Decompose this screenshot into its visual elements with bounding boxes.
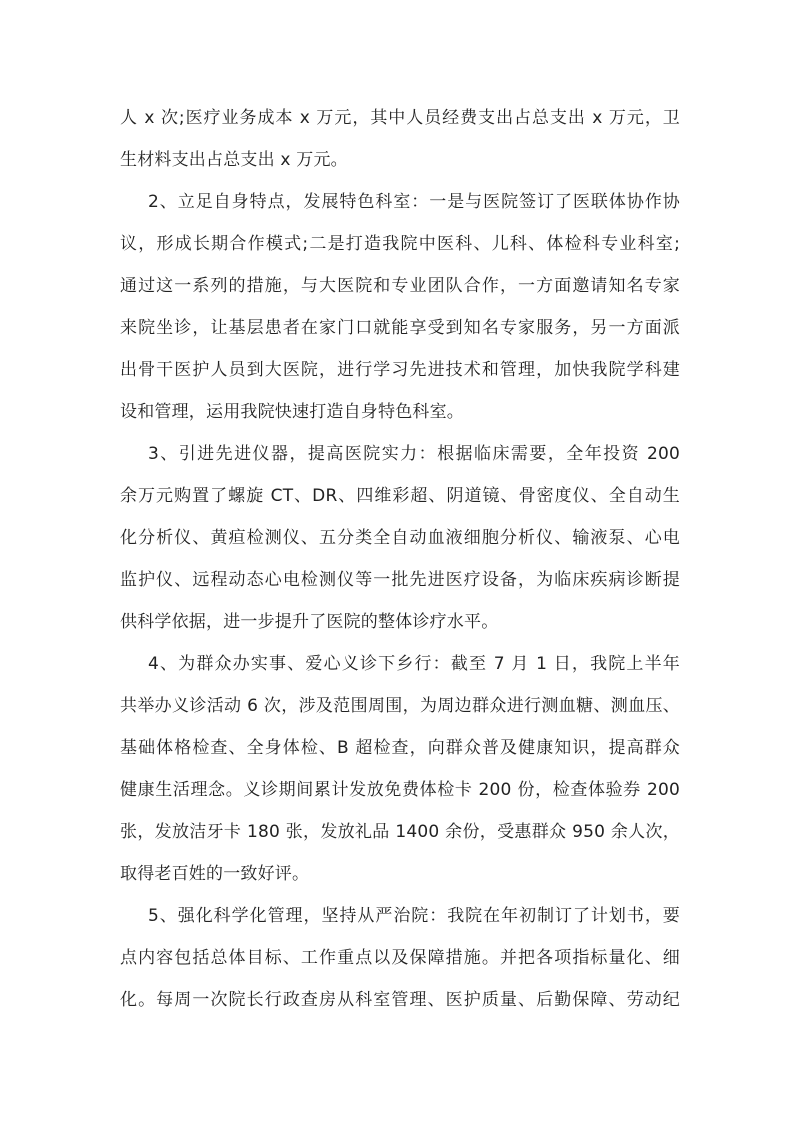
text-line: 余万元购置了螺旋 CT、DR、四维彩超、阴道镜、骨密度仪、全自动生 [120,486,680,506]
text-line: 议，形成长期合作模式;二是打造我院中医科、儿科、体检科专业科室; [120,234,680,254]
paragraph-3-start: 3、引进先进仪器，提高医院实力：根据临床需要，全年投资 200 [148,444,680,464]
text-line: 化分析仪、黄疸检测仪、五分类全自动血液细胞分析仪、输液泵、心电 [120,528,680,548]
text-line: 人 x 次;医疗业务成本 x 万元，其中人员经费支出占总支出 x 万元，卫 [120,108,680,128]
text-line: 供科学依据，进一步提升了医院的整体诊疗水平。 [120,612,499,632]
paragraph-2-start: 2、立足自身特点，发展特色科室：一是与医院签订了医联体协作协 [148,192,680,212]
text-line: 张，发放洁牙卡 180 张，发放礼品 1400 余份，受惠群众 950 余人次， [120,822,680,842]
text-line: 化。每周一次院长行政查房从科室管理、医护质量、后勤保障、劳动纪 [120,990,680,1010]
text-line: 共举办义诊活动 6 次，涉及范围周围，为周边群众进行测血糖、测血压、 [120,696,680,716]
text-line: 出骨干医护人员到大医院，进行学习先进技术和管理，加快我院学科建 [120,360,680,380]
text-line: 健康生活理念。义诊期间累计发放免费体检卡 200 份，检查体验券 200 [120,780,680,800]
text-line: 设和管理，运用我院快速打造自身特色科室。 [120,402,464,422]
text-line: 点内容包括总体目标、工作重点以及保障措施。并把各项指标量化、细 [120,948,680,968]
text-line: 来院坐诊，让基层患者在家门口就能享受到知名专家服务，另一方面派 [120,318,680,338]
text-line: 监护仪、远程动态心电检测仪等一批先进医疗设备，为临床疾病诊断提 [120,570,680,590]
text-line: 取得老百姓的一致好评。 [120,864,310,884]
paragraph-5-start: 5、强化科学化管理，坚持从严治院：我院在年初制订了计划书，要 [148,906,680,926]
text-line: 基础体格检查、全身体检、B 超检查，向群众普及健康知识，提高群众 [120,738,680,758]
text-line: 通过这一系列的措施，与大医院和专业团队合作，一方面邀请知名专家 [120,276,680,296]
paragraph-4-start: 4、为群众办实事、爱心义诊下乡行：截至 7 月 1 日，我院上半年 [148,654,680,674]
text-line: 生材料支出占总支出 x 万元。 [120,150,348,170]
